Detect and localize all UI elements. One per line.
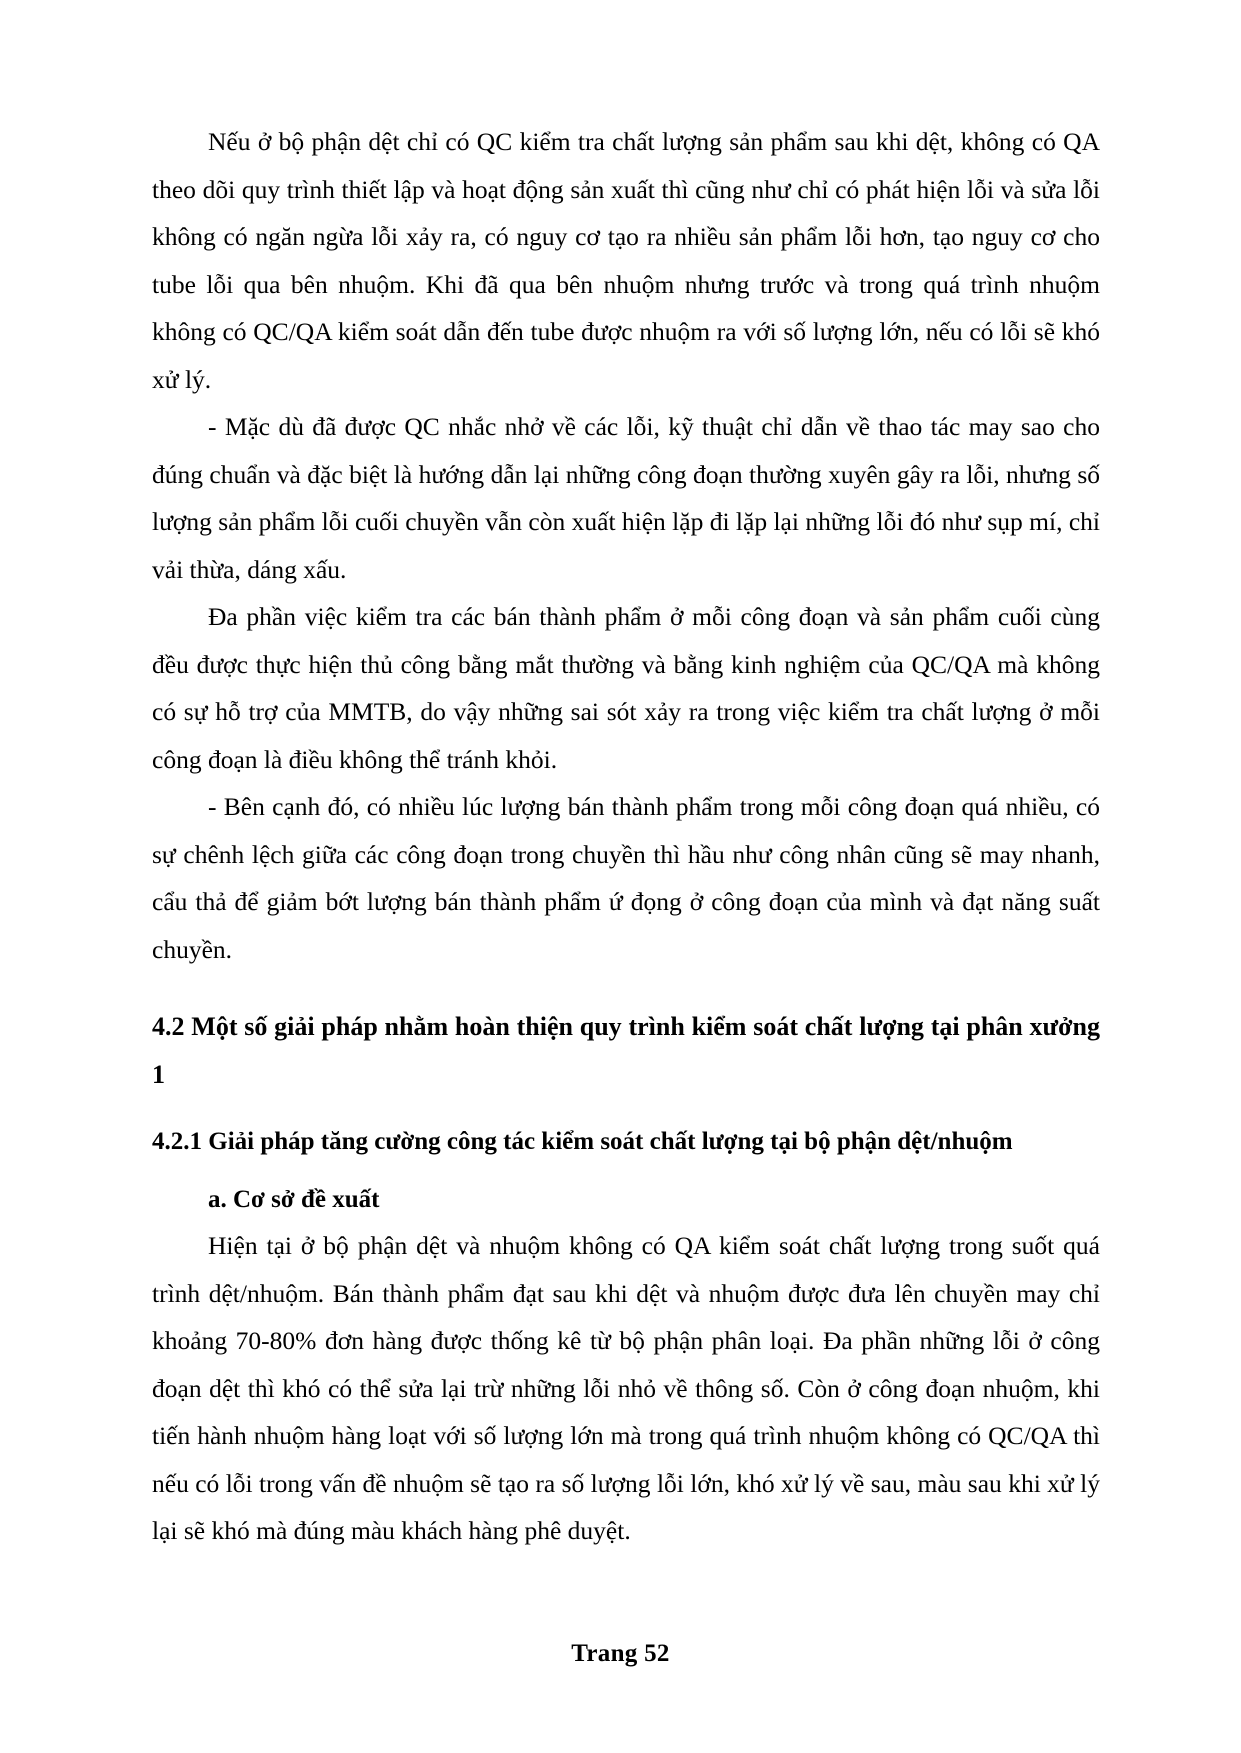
subsection-heading-a: a. Cơ sở đề xuất xyxy=(208,1186,380,1213)
paragraph-5: Hiện tại ở bộ phận dệt và nhuộm không có QA kiểm soát chất lượng trong suốt quá trình dệt/nhuộm. Bán thành phẩm đạt sau khi dệt và nhuộm được đưa lên chuyền may chỉ khoảng 70-80% đơn hàng được thống kê từ bộ phận phân loại. Đa phần những lỗi ở công đoạn dệt thì khó có thể sửa lại trừ những lỗi nhỏ về thông số. Còn ở công đoạn nhuộm, khi tiến hành nhuộm hàng loạt với số lượng lớn mà trong quá trình nhuộm không có QC/QA thì nếu có lỗi trong vấn đề nhuộm sẽ tạo ra số lượng lỗi lớn, khó xử lý về sau, màu sau khi xử lý lại sẽ khó mà đúng màu khách hàng phê duyệt. xyxy=(152,1231,1100,1545)
section-heading-4-2: 4.2 Một số giải pháp nhằm hoàn thiện quy trình kiểm soát chất lượng tại phân xưởng 1 xyxy=(152,1012,1100,1089)
paragraph-2: - Mặc dù đã được QC nhắc nhở về các lỗi, kỹ thuật chỉ dẫn về thao tác may sao cho đúng chuẩn và đặc biệt là hướng dẫn lại những công đoạn thường xuyên gây ra lỗi, nhưng số lượng sản phẩm lỗi cuối chuyền vẫn còn xuất hiện lặp đi lặp lại những lỗi đó như sụp mí, chỉ vải thừa, dáng xấu. xyxy=(152,412,1100,584)
page-content xyxy=(152,118,1100,1555)
section-heading-4-2-1: 4.2.1 Giải pháp tăng cường công tác kiểm soát chất lượng tại bộ phận dệt/nhuộm xyxy=(152,1128,1013,1155)
paragraph-1: Nếu ở bộ phận dệt chỉ có QC kiểm tra chất lượng sản phẩm sau khi dệt, không có QA theo dõi quy trình thiết lập và hoạt động sản xuất thì cũng như chỉ có phát hiện lỗi và sửa lỗi không có ngăn ngừa lỗi xảy ra, có nguy cơ tạo ra nhiều sản phẩm lỗi hơn, tạo nguy cơ cho tube lỗi qua bên nhuộm. Khi đã qua bên nhuộm nhưng trước và trong quá trình nhuộm không có QC/QA kiểm soát dẫn đến tube được nhuộm ra với số lượng lớn, nếu có lỗi sẽ khó xử lý. xyxy=(152,127,1100,394)
page-number-label: Trang 52 xyxy=(571,1640,670,1667)
page-footer xyxy=(0,1640,1241,1668)
paragraph-4: - Bên cạnh đó, có nhiều lúc lượng bán thành phẩm trong mỗi công đoạn quá nhiều, có sự chênh lệch giữa các công đoạn trong chuyền thì hầu như công nhân cũng sẽ may nhanh, cẩu thả để giảm bớt lượng bán thành phẩm ứ đọng ở công đoạn của mình và đạt năng suất chuyền. xyxy=(152,792,1100,964)
paragraph-3: Đa phần việc kiểm tra các bán thành phẩm ở mỗi công đoạn và sản phẩm cuối cùng đều được thực hiện thủ công bằng mắt thường và bằng kinh nghiệm của QC/QA mà không có sự hỗ trợ của MMTB, do vậy những sai sót xảy ra trong việc kiểm tra chất lượng ở mỗi công đoạn là điều không thể tránh khỏi. xyxy=(152,602,1100,774)
